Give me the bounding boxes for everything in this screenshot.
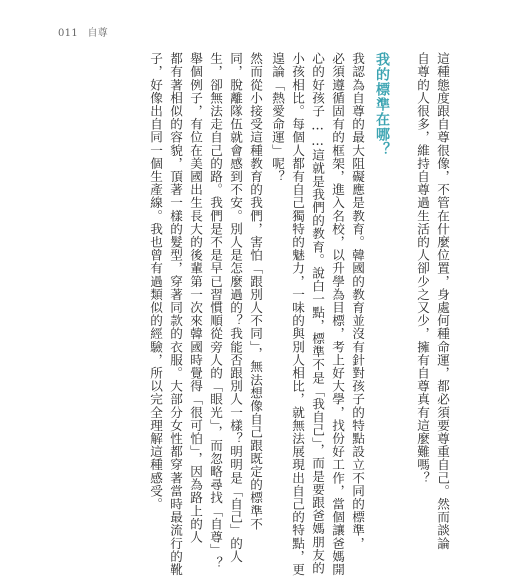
text-column: 子，好像出自同一個生產線。我也曾有過類似的經驗，所以完全理解這種感受。 [148,52,163,511]
text-column: 自尊的人很多，維持自尊過生活的人卻少之又少，擁有自尊真有這麼難嗎？ [415,52,430,485]
text-column: 這種態度跟自尊很像，不管在什麼位置，身處何種命運，都必須要尊重自己。然而談論 [435,52,450,550]
running-header [58,24,114,39]
running-title: 自尊 [87,28,109,39]
text-column: 舉個例子，有位在美國出生長大的後輩第一次來韓國時覺得「很可怕」，因為路上的人 [188,52,203,544]
page-number: 011 [58,28,78,39]
text-column: 生，卻無法走自己的路。我們是不是早已習慣順從旁人的「眼光」，而忽略尋找「自尊」？ [208,52,223,570]
text-column: 心的好孩子……這就是我們的教育。說白一點，標準不是「我自己」，而是要跟爸媽朋友的 [310,52,325,575]
text-column: 必須遵循固有的框架，進入名校，以升學為目標，考上好大學，找份好工作，當個讓爸媽開 [330,52,345,576]
text-column: 我認為自尊的最大阻礙應是教育。韓國的教育並沒有針對孩子的特點設立不同的標準， [350,52,365,550]
section-subheading: 我的標準在哪？ [374,52,390,157]
text-column: 同，脫離隊伍就會感到不安。別人是怎麼過的？我能否跟別人一樣？明明是「自己」的人 [228,52,243,563]
text-column: 遑論「熱愛命運」呢？ [270,52,285,183]
text-column: 小孩相比。每個人都有自己獨特的魅力，一味的與別人相比，就無法展現出自己的特點，更 [290,52,305,576]
text-column: 都有著相似的容貌，頂著一樣的髮型，穿著同款的衣服。大部分女性都穿著當時最流行的靴 [168,52,183,576]
text-column: 然而從小接受這種教育的我們，害怕「跟別人不同」，無法想像自己跟既定的標準不 [248,52,263,531]
